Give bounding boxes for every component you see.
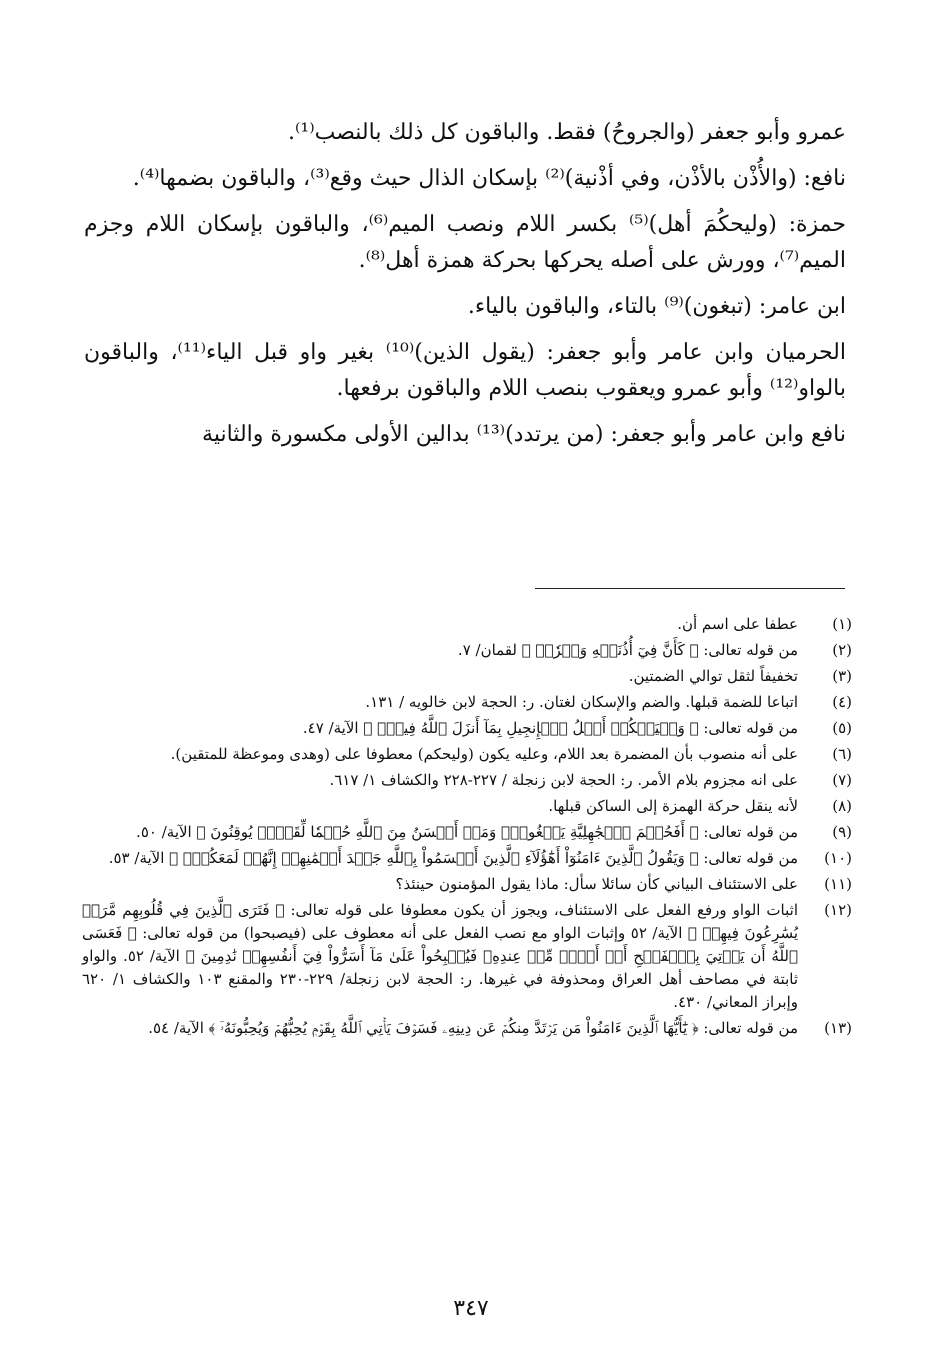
footnote-text: لأنه ينقل حركة الهمزة إلى الساكن قبلها.: [548, 797, 798, 815]
footnote: [82, 847, 852, 870]
footnote-number: (٢): [832, 641, 852, 659]
footnote-text: اثبات الواو ورفع الفعل على الاستئناف، ويجوز أن يكون معطوفا على قوله تعالى: ﴿ فَتَرَى ٱلَّذِينَ فِي قُلُوبِهِم مَّرَضٞ يُسَٰرِعُونَ فِيهِمۡ ﴾ الآية/ ٥٢ وإثبات الواو مع نصب الفعل على أنه معطوف على (فيصبحوا) من قوله تعالى: ﴿ فَعَسَى ٱللَّهُ أَن يَأۡتِيَ بِٱلۡفَتۡحِ أَوۡ أَمۡرٖ مِّنۡ عِندِهِۦ فَيُصۡبِحُواْ عَلَىٰ مَآ أَسَرُّواْ فِيٓ أَنفُسِهِمۡ نَٰدِمِينَ ﴾ الآية/ ٥٢. والواو ثابتة في مصاحف أهل العراق ومحذوفة في غيرها. ر: الحجة لابن زنجلة/ ٢٢٩-٢٣٠ والمقنع ١٠٣ والكشاف ١/ ٦٢٠ وإبراز المعاني/ ٤٣٠.: [82, 901, 799, 1011]
footnote: [82, 873, 852, 896]
footnote: [82, 613, 852, 636]
footnote-divider: [535, 588, 845, 589]
footnote-number: (٣): [832, 667, 852, 685]
footnote-text: على انه مجزوم بلام الأمر. ر: الحجة لابن زنجلة / ٢٢٧-٢٢٨ والكشاف ١/ ٦١٧.: [329, 771, 798, 789]
main-paragraph: عمرو وأبو جعفر (والجروحُ) فقط. والباقون كل ذلك بالنصب⁽¹⁾.: [287, 120, 846, 145]
page-number: ٣٤٧: [453, 1296, 489, 1321]
footnote-text: عطفا على اسم أن.: [677, 615, 798, 633]
footnote: [82, 743, 852, 766]
footnote-number: (١٠): [824, 849, 852, 867]
footnote-number: (١٢): [824, 901, 852, 919]
footnote-text: تخفيفاً لثقل توالي الضمتين.: [628, 667, 798, 685]
footnote-number: (١٣): [824, 1019, 852, 1037]
footnote: [82, 691, 852, 714]
footnote-text: من قوله تعالى: ﴿ أَفَحُكۡمَ ٱلۡجَٰهِلِيَّةِ يَبۡغُونَۚ وَمَنۡ أَحۡسَنُ مِنَ ٱللَّهِ حُكۡمٗا لِّقَوۡمٖ يُوقِنُونَ ﴾ الآية/ ٥٠.: [136, 823, 798, 841]
footnote-number: (٤): [832, 693, 852, 711]
footnote-text: من قوله تعالى: ﴿ وَلۡيَحۡكُمۡ أَهۡلُ ٱلۡإِنجِيلِ بِمَآ أَنزَلَ ٱللَّهُ فِيهِۚ ﴾ الآية/ ٤٧.: [302, 719, 798, 737]
footnote-number: (١١): [824, 875, 852, 893]
main-text-block: [84, 115, 846, 463]
footnote-text: على الاستئناف البياني كأن سائلا سأل: ماذا يقول المؤمنون حينئذ؟: [395, 875, 798, 893]
footnote-text: على أنه منصوب بأن المضمرة بعد اللام، وعليه يكون (وليحكم) معطوفا على (وهدى وموعظة للمتقين).: [170, 745, 798, 763]
footnote-text: اتباعا للضمة قبلها. والضم والإسكان لغتان. ر: الحجة لابن خالويه / ١٣١.: [365, 693, 798, 711]
footnote-text: من قوله تعالى: ﴿ يَٰٓأَيُّهَا ٱلَّذِينَ ءَامَنُواْ مَن يَرۡتَدَّ مِنكُمۡ عَن دِينِهِۦ فَسَوۡفَ يَأۡتِي ٱللَّهُ بِقَوۡمٖ يُحِبُّهُمۡ وَيُحِبُّونَهُۥٓ ﴾ الآية/ ٥٤.: [148, 1019, 798, 1037]
footnote: [82, 1017, 852, 1040]
footnote-number: (٧): [832, 771, 852, 789]
footnote: [82, 899, 852, 1014]
main-paragraph: حمزة: (وليحكُمَ أهل)⁽⁵⁾ بكسر اللام ونصب الميم⁽⁶⁾، والباقون بإسكان اللام وجزم الميم⁽⁷⁾، وورش على أصله يحركها بحركة همزة أهل⁽⁸⁾.: [84, 212, 846, 273]
main-paragraph: ابن عامر: (تبغون)⁽⁹⁾ بالتاء، والباقون بالياء.: [467, 294, 846, 319]
footnote-text: من قوله تعالى: ﴿ كَأَنَّ فِيٓ أُذُنَيۡهِ وَقۡرٗاۖ ﴾ لقمان/ ٧.: [457, 641, 798, 659]
footnote-number: (٥): [832, 719, 852, 737]
footnote: [82, 665, 852, 688]
footnote-text: من قوله تعالى: ﴿ وَيَقُولُ ٱلَّذِينَ ءَامَنُوٓاْ أَهَٰٓؤُلَآءِ ٱلَّذِينَ أَقۡسَمُواْ بِٱللَّهِ جَهۡدَ أَيۡمَٰنِهِمۡ إِنَّهُمۡ لَمَعَكُمۡۚ ﴾ الآية/ ٥٣.: [108, 849, 798, 867]
footnote: [82, 795, 852, 818]
footnote: [82, 717, 852, 740]
footnote-number: (١): [832, 615, 852, 633]
footnote: [82, 769, 852, 792]
footnote-number: (٩): [832, 823, 852, 841]
main-paragraph: نافع: (والأُذْن بالأذْن، وفي أذْنية)⁽²⁾ بإسكان الذال حيث وقع⁽³⁾، والباقون بضمها⁽⁴⁾.: [132, 166, 846, 191]
main-paragraph: الحرميان وابن عامر وأبو جعفر: (يقول الذين)⁽¹⁰⁾ بغير واو قبل الياء⁽¹¹⁾، والباقون بالواو⁽¹²⁾ وأبو عمرو ويعقوب بنصب اللام والباقون برفعها.: [84, 340, 846, 401]
footnotes-block: [82, 613, 852, 1043]
footnote: [82, 821, 852, 844]
footnote-number: (٨): [832, 797, 852, 815]
main-paragraph: نافع وابن عامر وأبو جعفر: (من يرتدد)⁽¹³⁾ بدالين الأولى مكسورة والثانية: [202, 422, 846, 447]
footnote-number: (٦): [832, 745, 852, 763]
footnote: [82, 639, 852, 662]
